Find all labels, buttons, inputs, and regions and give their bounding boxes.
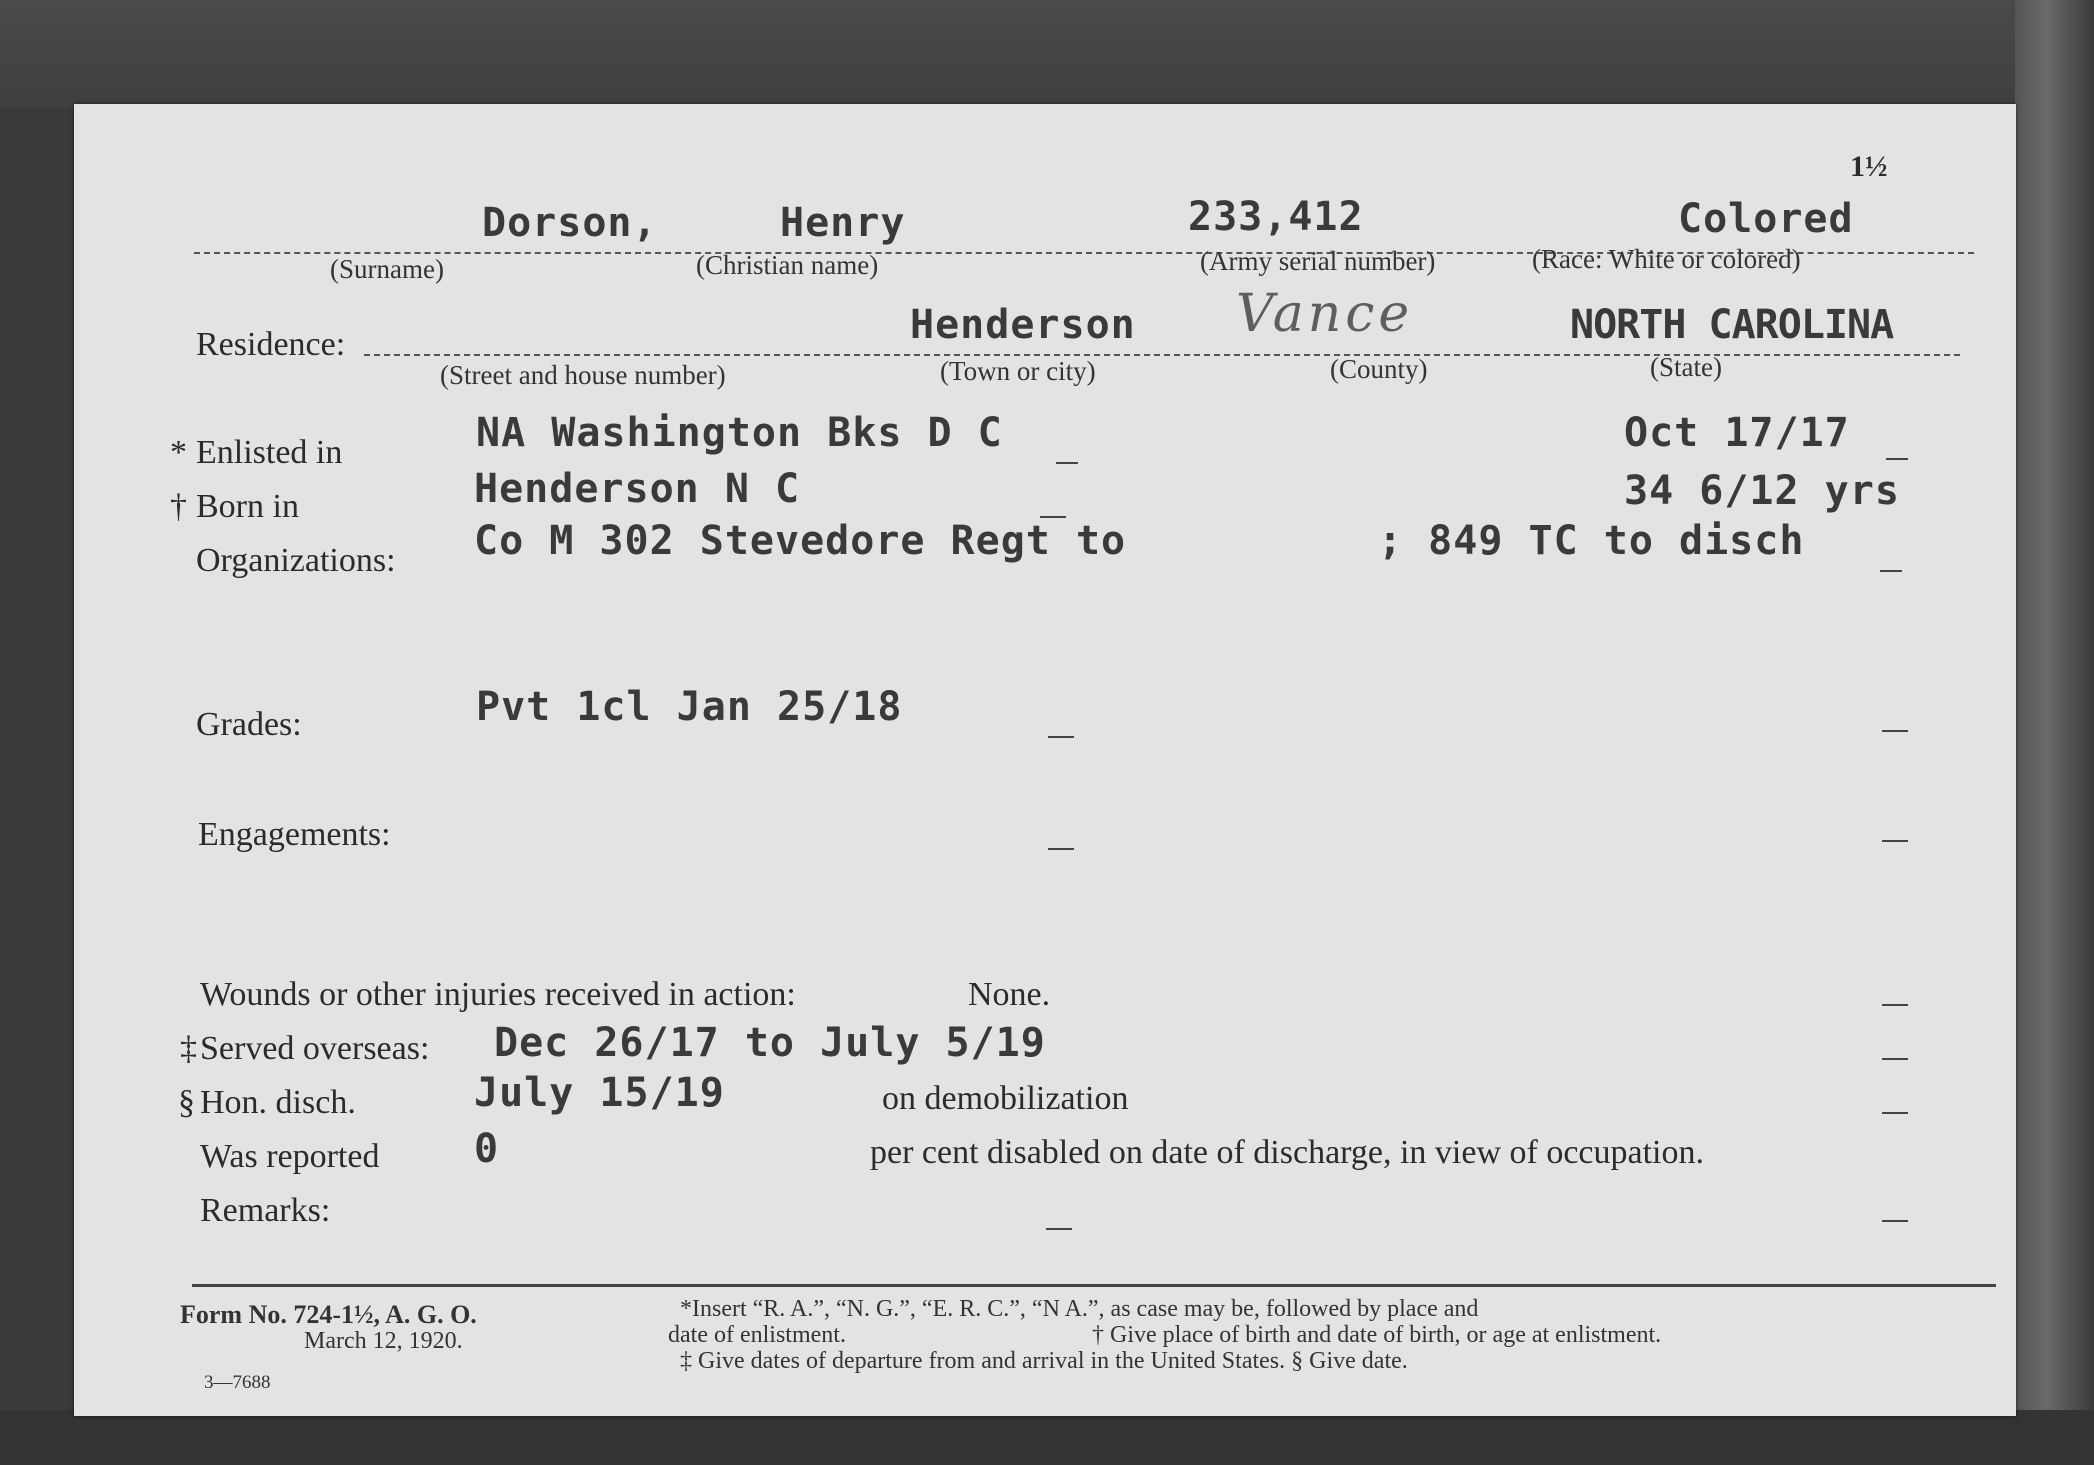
caption-town: (Town or city) [940, 356, 1096, 386]
grades-label: Grades: [196, 706, 302, 743]
scan-background-top [0, 0, 2094, 108]
section-mark: § [178, 1084, 195, 1121]
form-date: March 12, 1920. [304, 1328, 463, 1354]
organizations-line1-value: Co M 302 Stevedore Regt to [474, 518, 1127, 564]
organizations-line2-value: ; 849 TC to disch [1378, 518, 1805, 564]
residence-label: Residence: [196, 326, 346, 363]
wounds-end-dash [1882, 1004, 1908, 1006]
enlisted-date-value: Oct 17/17 [1624, 410, 1850, 456]
grades-end-dash [1882, 730, 1908, 732]
print-code: 3—7688 [204, 1372, 271, 1393]
enlisted-end-dash [1886, 458, 1908, 460]
service-record-card [74, 104, 2016, 1416]
asterisk-mark: * [170, 434, 187, 471]
residence-town-value: Henderson [910, 302, 1136, 348]
hon-disch-date-value: July 15/19 [474, 1070, 725, 1116]
caption-county: (County) [1330, 354, 1428, 384]
reported-label: Was reported [200, 1138, 380, 1175]
reported-percent-value: 0 [474, 1126, 500, 1172]
scan-background-right [2015, 0, 2094, 1465]
christian-name-value: Henry [780, 200, 906, 246]
footer-rule [192, 1284, 1996, 1287]
residence-state-value: NORTH CAROLINA [1570, 302, 1894, 348]
organizations-label: Organizations: [196, 542, 396, 579]
caption-serial-number: (Army serial number) [1200, 246, 1436, 276]
residence-county-value: Vance [1236, 284, 1414, 344]
reported-text: per cent disabled on date of discharge, in view of occupation. [870, 1134, 1704, 1171]
engagements-label: Engagements: [198, 816, 391, 853]
born-age-value: 34 6/12 yrs [1624, 468, 1900, 514]
caption-street: (Street and house number) [440, 360, 726, 390]
enlisted-place-value: NA Washington Bks D C [476, 410, 1003, 456]
hon-disch-reason-value: on demobilization [882, 1080, 1129, 1117]
born-place-value: Henderson N C [474, 466, 801, 512]
race-value: Colored [1678, 196, 1854, 242]
serial-number-value: 233,412 [1188, 194, 1364, 240]
caption-state: (State) [1650, 352, 1722, 382]
hon-disch-label: Hon. disch. [200, 1084, 356, 1121]
organizations-end-dash [1880, 570, 1902, 572]
caption-race: (Race: White or colored) [1532, 244, 1801, 274]
grades-value: Pvt 1cl Jan 25/18 [476, 684, 903, 730]
corner-number: 1½ [1850, 150, 1888, 183]
born-label: Born in [196, 488, 299, 525]
remarks-end-dash [1882, 1220, 1908, 1222]
wounds-label: Wounds or other injuries received in action: [200, 976, 796, 1013]
dagger-mark: † [170, 488, 187, 525]
surname-value: Dorson, [482, 200, 658, 246]
footnote-line2a: date of enlistment. [668, 1322, 846, 1348]
engagements-mid-dash [1048, 848, 1074, 850]
footnote-line1: *Insert “R. A.”, “N. G.”, “E. R. C.”, “N A.”, as case may be, followed by place and [680, 1296, 1479, 1322]
enlisted-mid-dash [1056, 462, 1078, 464]
served-overseas-value: Dec 26/17 to July 5/19 [494, 1020, 1046, 1066]
enlisted-label: Enlisted in [196, 434, 343, 471]
served-overseas-label: Served overseas: [200, 1030, 430, 1067]
wounds-value: None. [968, 976, 1051, 1013]
form-number: Form No. 724-1½, A. G. O. [180, 1300, 477, 1329]
grades-mid-dash [1048, 736, 1074, 738]
remarks-label: Remarks: [200, 1192, 331, 1229]
served-end-dash [1882, 1058, 1908, 1060]
caption-christian-name: (Christian name) [696, 250, 879, 280]
double-dagger-mark: ‡ [180, 1030, 197, 1067]
footnote-line3: ‡ Give dates of departure from and arrival in the United States. § Give date. [680, 1348, 1408, 1374]
footnote-line2b: † Give place of birth and date of birth, or age at enlistment. [1092, 1322, 1662, 1348]
scan-background-bottom [0, 1410, 2094, 1465]
caption-surname: (Surname) [330, 254, 444, 284]
hon-disch-end-dash [1882, 1112, 1908, 1114]
remarks-mid-dash [1046, 1228, 1072, 1230]
engagements-end-dash [1882, 840, 1908, 842]
